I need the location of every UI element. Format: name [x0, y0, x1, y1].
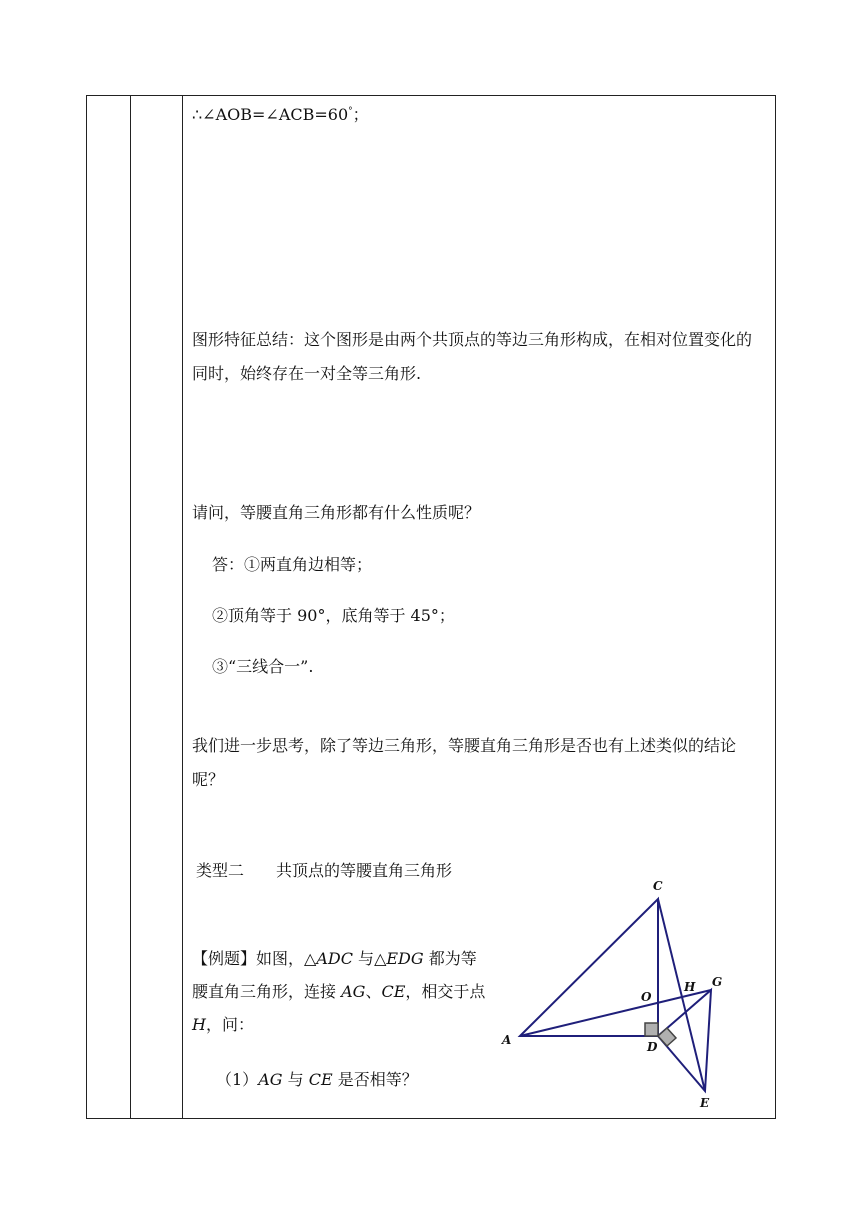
- label-h: H: [684, 980, 696, 994]
- label-e: E: [700, 1096, 710, 1110]
- example-paragraph: 【例题】如图，△ADC 与△EDG 都为等腰直角三角形，连接 AG、CE，相交于点 H，问：: [192, 949, 486, 1034]
- label-d: D: [647, 1040, 658, 1054]
- column-divider-1: [130, 95, 131, 1119]
- answer-2: ②顶角等于 90°，底角等于 45°；: [212, 606, 455, 625]
- figure-lines: [520, 899, 711, 1091]
- think-paragraph: 我们进一步思考，除了等边三角形，等腰直角三角形是否也有上述类似的结论呢？: [192, 736, 737, 789]
- summary-paragraph: 图形特征总结：这个图形是由两个共顶点的等边三角形构成，在相对位置变化的同时，始终存在一对全等三角形.: [192, 330, 753, 383]
- label-a: A: [502, 1033, 512, 1047]
- conclusion-line: ∴∠AOB=∠ACB=60°；: [192, 105, 369, 124]
- answer-3: ③“三线合一”.: [212, 657, 314, 676]
- label-g: G: [712, 975, 723, 989]
- column-divider-2: [182, 95, 183, 1119]
- label-o: O: [641, 990, 652, 1004]
- type-heading: 类型二 共顶点的等腰直角三角形: [196, 861, 453, 880]
- right-angle-mark-d1: [645, 1023, 658, 1036]
- question-line: 请问，等腰直角三角形都有什么性质呢？: [192, 503, 481, 522]
- answer-1: 答：①两直角边相等；: [212, 555, 373, 574]
- geometry-figure: [495, 875, 735, 1115]
- right-angle-mark-d2: [658, 1028, 676, 1046]
- label-c: C: [653, 879, 663, 893]
- triangle-adc: [520, 899, 658, 1036]
- question-1: （1）AG 与 CE 是否相等？: [216, 1070, 418, 1089]
